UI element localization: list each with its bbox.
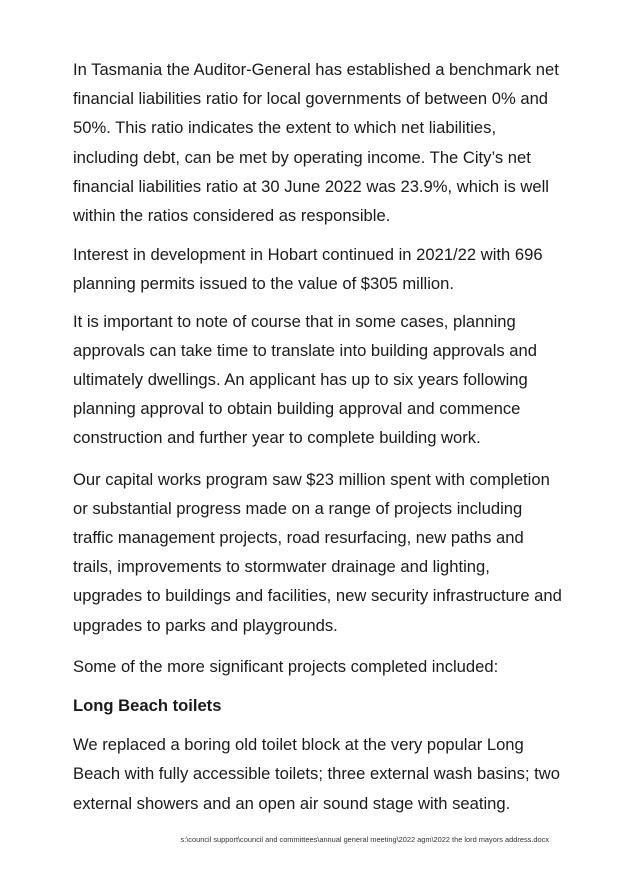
paragraph-long-beach: We replaced a boring old toilet block at the very popular Long Beach with fully accessible toilets; three external wash basins; two external showers and an open air sound stage with seating. xyxy=(73,735,560,813)
paragraph-development-interest: Interest in development in Hobart continued in 2021/22 with 696 planning permits issued to the value of $305 million. xyxy=(73,245,543,294)
paragraph-projects-intro: Some of the more significant projects completed included: xyxy=(73,656,499,676)
section-heading: Long Beach toilets xyxy=(73,696,222,716)
footer-file-path: s:\council support\council and committees\annual general meeting\2022 agm\2022 the lord mayors address.docx xyxy=(180,835,549,844)
document-body xyxy=(73,55,563,829)
paragraph-capital-works: Our capital works program saw $23 million spent with completion or substantial progress made on a range of projects including traffic management projects, road resurfacing, new paths and trails, improvements to stormwater drainage and lighting, upgrades to buildings and facilities, new security infrastructure and upgrades to parks and playgrounds. xyxy=(73,469,562,635)
paragraph-planning-approvals: It is important to note of course that in some cases, planning approvals can take time to translate into building approvals and ultimately dwellings. An applicant has up to six years following planning approval to obtain building approval and commence construction and further year to complete building work. xyxy=(73,311,537,448)
paragraph-net-financial-liabilities: In Tasmania the Auditor-General has established a benchmark net financial liabilities ratio for local governments of between 0% and 50%. This ratio indicates the extent to which net liabilities, including debt, can be met by operating income. The City’s net financial liabilities ratio at 30 June 2022 was 23.9%, which is well within the ratios considered as responsible. xyxy=(73,60,559,226)
